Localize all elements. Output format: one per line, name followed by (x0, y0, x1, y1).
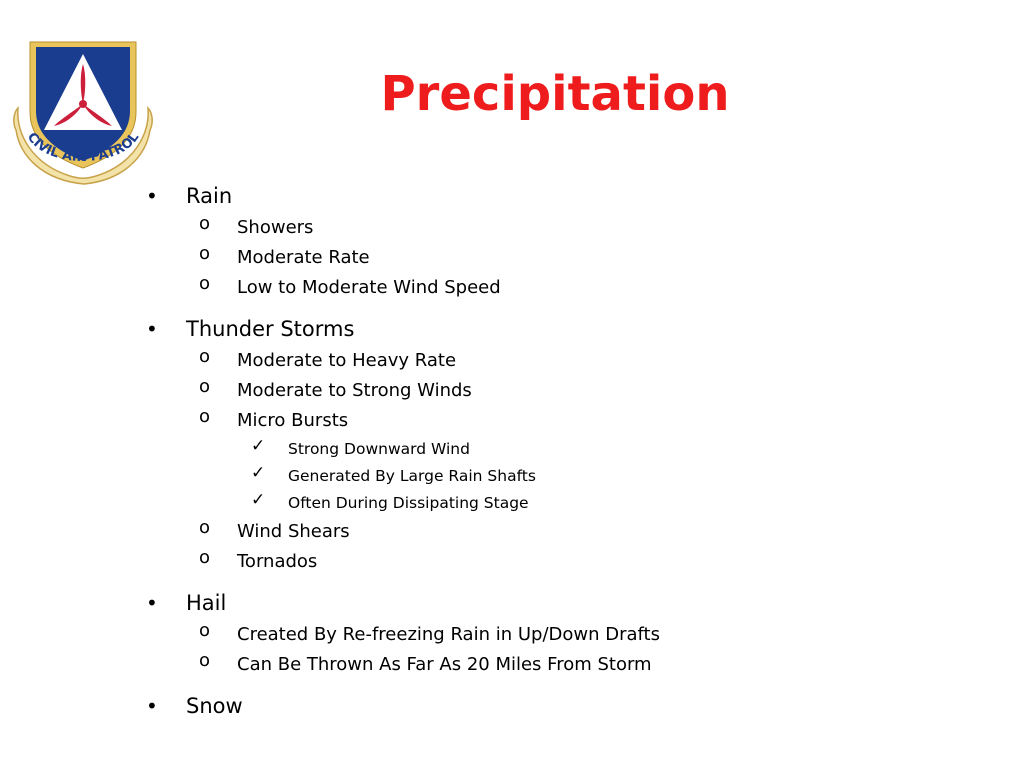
bullet-text: Hail (186, 591, 227, 615)
bullet-text: Generated By Large Rain Shafts (288, 467, 536, 485)
bullet-item (146, 316, 355, 342)
bullet-text: Low to Moderate Wind Speed (237, 277, 501, 298)
bullet-text: Thunder Storms (186, 317, 355, 341)
sub-sub-bullet-item (251, 436, 470, 459)
bullet-text: Moderate to Heavy Rate (237, 350, 457, 371)
bullet-item (146, 183, 233, 209)
sub-bullet-item (199, 620, 660, 647)
circle-bullet-icon: o (199, 213, 211, 234)
slide-title: Precipitation (380, 66, 730, 122)
bullet-text: Snow (186, 694, 243, 718)
circle-bullet-icon: o (199, 406, 211, 427)
circle-bullet-icon: o (199, 346, 211, 367)
bullet-item (146, 693, 243, 719)
bullet-icon: • (146, 694, 158, 718)
bullet-icon: • (146, 317, 158, 341)
bullet-text: Tornados (237, 551, 318, 572)
checkmark-icon: ✓ (251, 463, 266, 483)
circle-bullet-icon: o (199, 517, 211, 538)
circle-bullet-icon: o (199, 376, 211, 397)
checkmark-icon: ✓ (251, 436, 266, 456)
civil-air-patrol-logo (12, 38, 154, 186)
sub-bullet-item (199, 273, 501, 300)
bullet-text: Strong Downward Wind (288, 440, 470, 458)
circle-bullet-icon: o (199, 547, 211, 568)
bullet-icon: • (146, 591, 158, 615)
bullet-text: Moderate Rate (237, 247, 370, 268)
circle-bullet-icon: o (199, 620, 211, 641)
sub-bullet-item (199, 376, 472, 403)
bullet-text: Wind Shears (237, 521, 350, 542)
checkmark-icon: ✓ (251, 490, 266, 510)
bullet-text: Rain (186, 184, 233, 208)
bullet-text: Can Be Thrown As Far As 20 Miles From Storm (237, 654, 652, 675)
sub-sub-bullet-item (251, 490, 529, 513)
bullet-icon: • (146, 184, 158, 208)
sub-bullet-item (199, 650, 652, 677)
sub-bullet-item (199, 346, 457, 373)
bullet-text: Showers (237, 217, 314, 238)
bullet-text: Often During Dissipating Stage (288, 494, 529, 512)
logo-text: CIVIL AIR PATROL (23, 129, 143, 166)
sub-bullet-item (199, 243, 370, 270)
sub-sub-bullet-item (251, 463, 536, 486)
bullet-text: Micro Bursts (237, 410, 349, 431)
sub-bullet-item (199, 406, 349, 433)
circle-bullet-icon: o (199, 243, 211, 264)
bullet-text: Created By Re-freezing Rain in Up/Down Drafts (237, 624, 660, 645)
bullet-text: Moderate to Strong Winds (237, 380, 472, 401)
circle-bullet-icon: o (199, 650, 211, 671)
sub-bullet-item (199, 213, 314, 240)
bullet-item (146, 590, 227, 616)
sub-bullet-item (199, 517, 350, 544)
sub-bullet-item (199, 547, 318, 574)
circle-bullet-icon: o (199, 273, 211, 294)
